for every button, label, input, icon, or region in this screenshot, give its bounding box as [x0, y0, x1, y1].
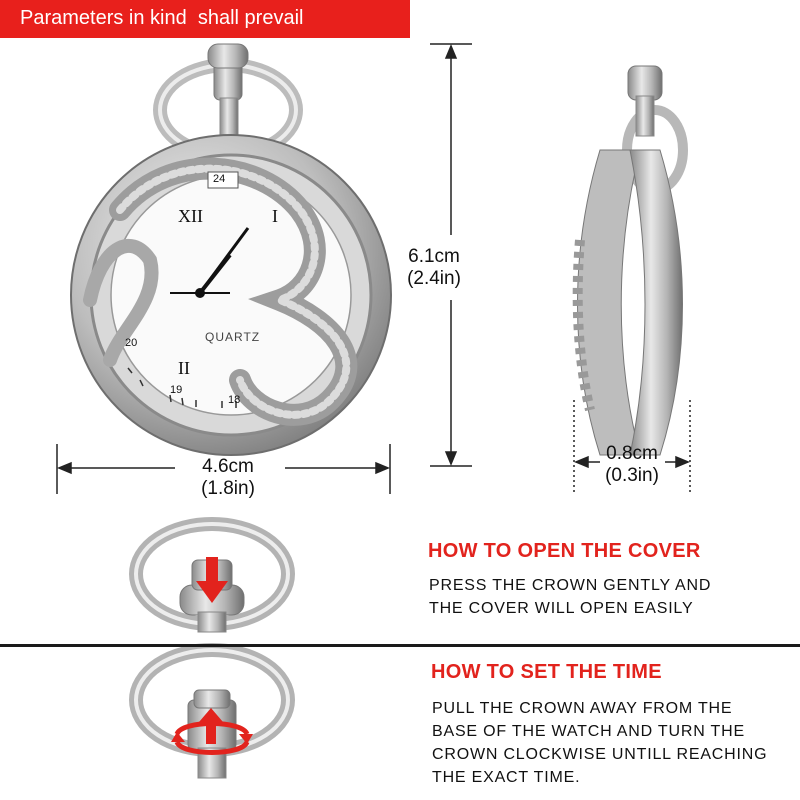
open-cover-line: THE COVER WILL OPEN EASILY — [429, 600, 694, 617]
watch-numeral-1: I — [272, 206, 278, 226]
set-time-line: BASE OF THE WATCH AND TURN THE — [432, 723, 745, 740]
rotate-arrows-icon — [167, 712, 257, 762]
height-cm: 6.1cm — [408, 246, 460, 267]
set-time-line: THE EXACT TIME. — [432, 769, 581, 786]
width-dimension-label — [188, 456, 268, 500]
height-in: (2.4in) — [407, 268, 461, 289]
banner-text: Parameters in kind shall prevail — [20, 7, 304, 29]
watch-numeral-20: 20 — [125, 337, 138, 349]
set-time-instructions — [432, 697, 767, 789]
set-time-heading: HOW TO SET THE TIME — [431, 661, 662, 683]
depth-in: (0.3in) — [605, 465, 659, 486]
set-time-line: CROWN CLOCKWISE UNTILL REACHING — [432, 746, 768, 763]
section-divider — [0, 644, 800, 647]
width-cm: 4.6cm — [202, 456, 254, 477]
watch-numeral-18: 18 — [228, 394, 241, 406]
watch-numeral-19: 19 — [170, 384, 183, 396]
set-time-line: PULL THE CROWN AWAY FROM THE — [432, 700, 733, 717]
width-in: (1.8in) — [201, 478, 255, 499]
open-cover-heading: HOW TO OPEN THE COVER — [428, 540, 701, 562]
depth-cm: 0.8cm — [606, 443, 658, 464]
watch-numeral-12: XII — [178, 206, 203, 226]
open-cover-instructions — [429, 574, 711, 620]
watch-brand: QUARTZ — [205, 330, 261, 344]
open-cover-line: PRESS THE CROWN GENTLY AND — [429, 577, 712, 594]
watch-date-window: 24 — [213, 173, 226, 185]
depth-dimension-label — [596, 443, 668, 487]
press-down-arrow-icon — [192, 557, 232, 607]
watch-numeral-2: II — [178, 358, 190, 378]
height-dimension-label — [398, 246, 470, 290]
